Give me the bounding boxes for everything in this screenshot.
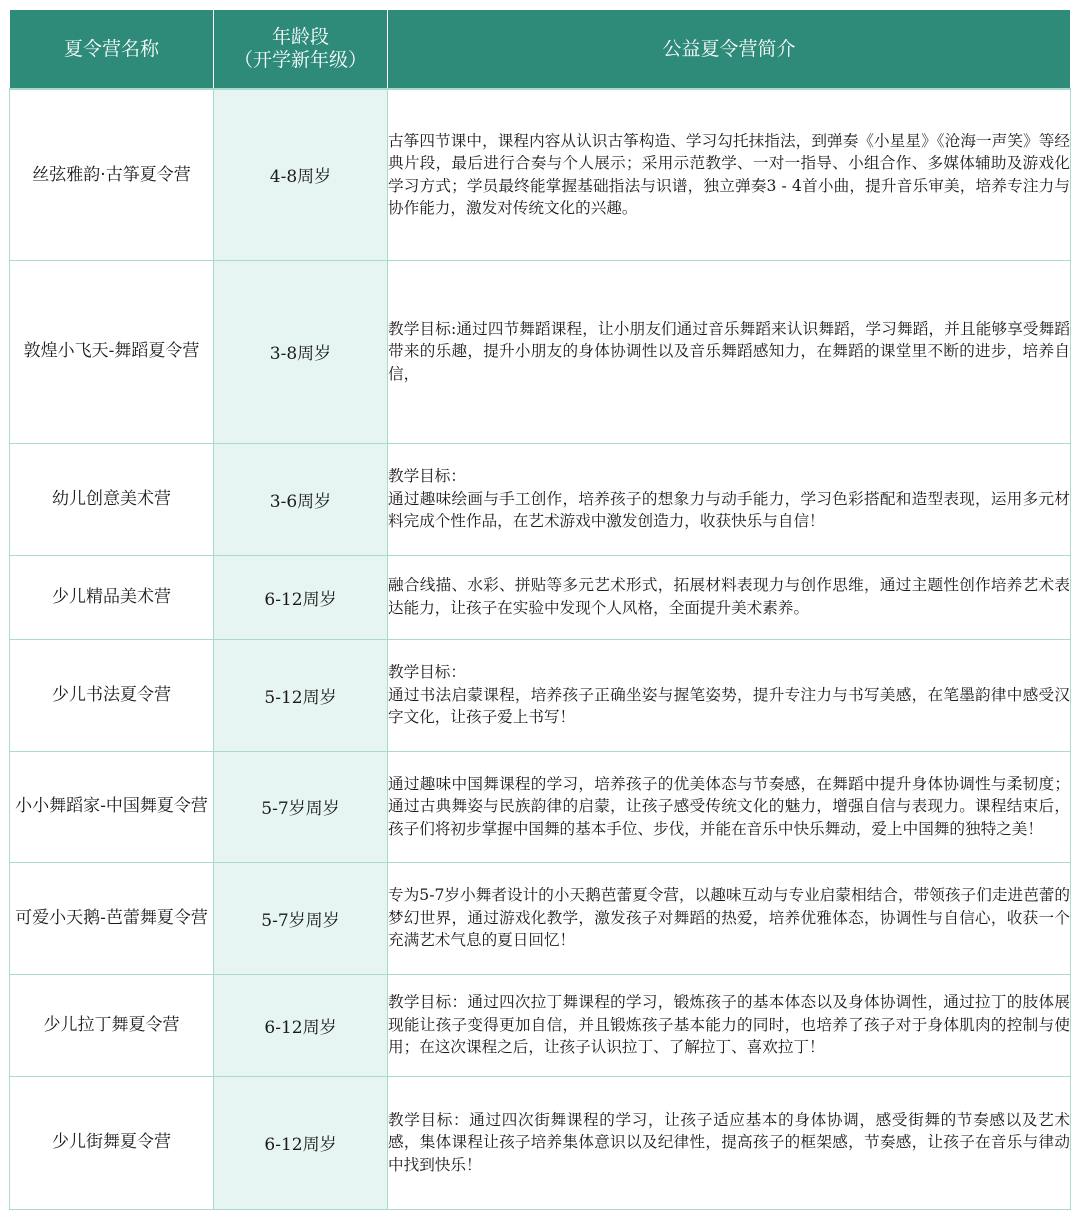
description-paragraph: 教学目标：通过四次拉丁舞课程的学习，锻炼孩子的基本体态以及身体协调性，通过拉丁的肢体展现能让孩子变得更加自信，并且锻炼孩子基本能力的同时，也培养了孩子对于身体肌肉的控制与使用；在这次课程之后，让孩子认识拉丁、了解拉丁、喜欢拉丁！ (388, 993, 1070, 1057)
header-description: 公益夏令营简介 (388, 10, 1071, 90)
table-row (10, 89, 1071, 260)
header-age-line1: 年龄段 (271, 26, 329, 49)
description-paragraph: 融合线描、水彩、拼贴等多元艺术形式，拓展材料表现力与创作思维，通过主题性创作培养艺术表达能力，让孩子在实验中发现个人风格，全面提升美术素养。 (388, 576, 1070, 617)
age-range-cell: 5-12周岁 (214, 639, 388, 751)
description-paragraph: 教学目标:通过四节舞蹈课程，让小朋友们通过音乐舞蹈来认识舞蹈，学习舞蹈，并且能够享受舞蹈带来的乐趣，提升小朋友的身体协调性以及音乐舞蹈感知力，在舞蹈的课堂里不断的进步，培养自信， (388, 319, 1070, 383)
table-row (10, 751, 1071, 862)
table-body (10, 89, 1071, 1209)
description-cell (388, 555, 1071, 639)
description-paragraph: 教学目标： (388, 467, 466, 486)
camp-name-cell: 小小舞蹈家-中国舞夏令营 (10, 751, 214, 862)
camp-name-cell: 少儿精品美术营 (10, 555, 214, 639)
table-header-row (10, 10, 1071, 90)
table-row (10, 1076, 1071, 1209)
age-range-cell: 5-7岁周岁 (214, 862, 388, 974)
description-paragraph: 通过书法启蒙课程，培养孩子正确坐姿与握笔姿势，提升专注力与书写美感，在笔墨韵律中感受汉字文化，让孩子爱上书写！ (388, 685, 1070, 727)
header-camp-name: 夏令营名称 (10, 10, 214, 90)
camp-name-cell: 幼儿创意美术营 (10, 443, 214, 555)
description-cell (388, 443, 1071, 555)
description-cell (388, 862, 1071, 974)
description-paragraph: 教学目标： (388, 663, 466, 682)
age-range-cell: 6-12周岁 (214, 974, 388, 1076)
age-range-cell: 3-6周岁 (214, 443, 388, 555)
camp-name-cell: 少儿书法夏令营 (10, 639, 214, 751)
header-age-line2: （开学新年级） (233, 49, 367, 71)
age-range-cell: 6-12周岁 (214, 1076, 388, 1209)
table-row (10, 639, 1071, 751)
description-paragraph: 通过趣味绘画与手工创作，培养孩子的想象力与动手能力，学习色彩搭配和造型表现，运用多元材料完成个性作品，在艺术游戏中激发创造力，收获快乐与自信！ (388, 489, 1070, 531)
camp-name-cell: 丝弦雅韵·古筝夏令营 (10, 89, 214, 260)
description-cell (388, 751, 1071, 862)
table-row (10, 260, 1071, 443)
description-paragraph: 古筝四节课中，课程内容从认识古筝构造、学习勾托抹指法，到弹奏《小星星》《沧海一声笑》等经典片段，最后进行合奏与个人展示；采用示范教学、一对一指导、小组合作、多媒体辅助及游戏化学习方式；学员最终能掌握基础指法与识谱，独立弹奏3 - 4首小曲，提升音乐审美，培养专注力与协作能力，激发对传统文化的兴趣。 (388, 131, 1070, 218)
description-paragraph: 专为5-7岁小舞者设计的小天鹅芭蕾夏令营，以趣味互动与专业启蒙相结合，带领孩子们走进芭蕾的梦幻世界，通过游戏化教学，激发孩子对舞蹈的热爱，培养优雅体态，协调性与自信心，收获一个充满艺术气息的夏日回忆！ (388, 886, 1070, 950)
description-cell (388, 260, 1071, 443)
age-range-cell: 3-8周岁 (214, 260, 388, 443)
table-row (10, 974, 1071, 1076)
header-age-range (214, 10, 388, 90)
camp-name-cell: 可爱小天鹅-芭蕾舞夏令营 (10, 862, 214, 974)
table-row (10, 555, 1071, 639)
camp-name-cell: 少儿拉丁舞夏令营 (10, 974, 214, 1076)
camp-name-cell: 敦煌小飞天-舞蹈夏令营 (10, 260, 214, 443)
description-cell (388, 89, 1071, 260)
description-cell (388, 974, 1071, 1076)
age-range-cell: 4-8周岁 (214, 89, 388, 260)
description-paragraph: 通过趣味中国舞课程的学习，培养孩子的优美体态与节奏感，在舞蹈中提升身体协调性与柔韧度；通过古典舞姿与民族韵律的启蒙，让孩子感受传统文化的魅力，增强自信与表现力。课程结束后，孩子们将初步掌握中国舞的基本手位、步伐，并能在音乐中快乐舞动，爱上中国舞的独特之美！ (388, 774, 1070, 838)
age-range-cell: 5-7岁周岁 (214, 751, 388, 862)
camp-name-cell: 少儿街舞夏令营 (10, 1076, 214, 1209)
table-row (10, 862, 1071, 974)
summer-camp-table (9, 9, 1071, 1210)
age-range-cell: 6-12周岁 (214, 555, 388, 639)
description-paragraph: 教学目标：通过四次街舞课程的学习，让孩子适应基本的身体协调，感受街舞的节奏感以及艺术感，集体课程让孩子培养集体意识以及纪律性，提高孩子的框架感，节奏感，让孩子在音乐与律动中找到快乐！ (388, 1110, 1070, 1174)
description-cell (388, 1076, 1071, 1209)
table-row (10, 443, 1071, 555)
description-cell (388, 639, 1071, 751)
